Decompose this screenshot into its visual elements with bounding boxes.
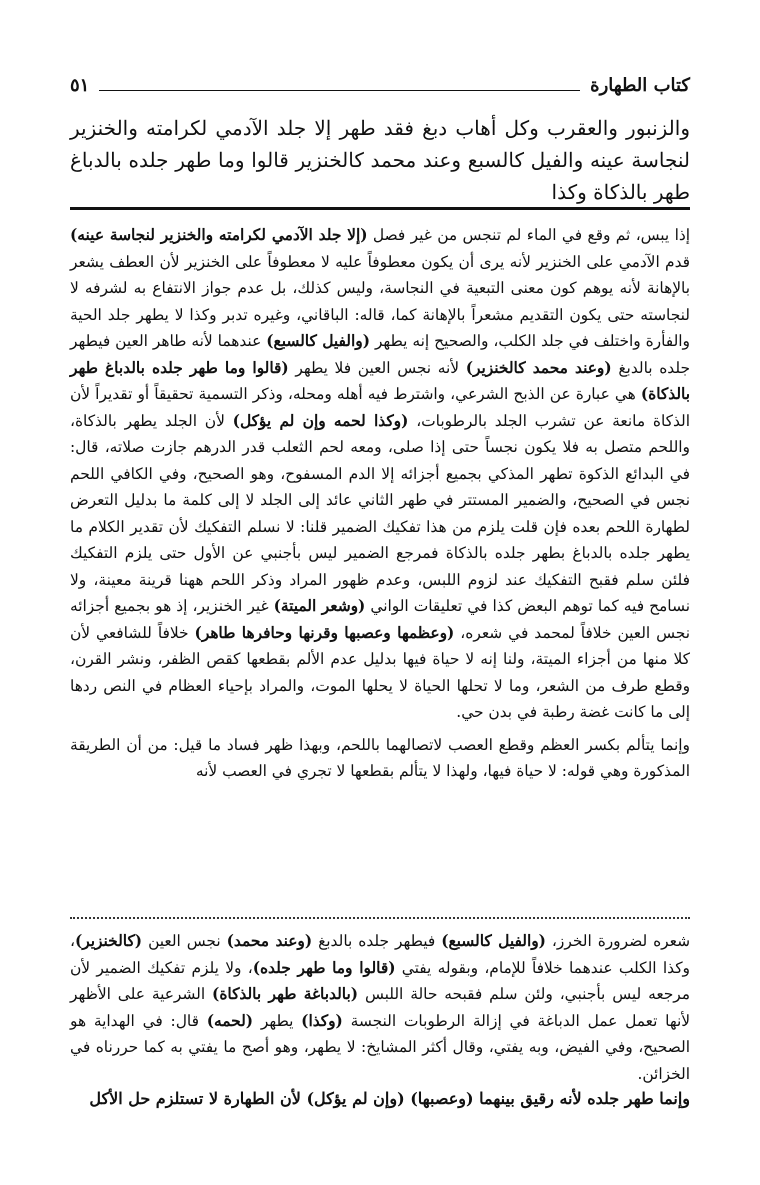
text-run: نجس العين bbox=[142, 932, 227, 950]
text-run: لأنه نجس العين فلا يطهر bbox=[288, 358, 466, 377]
matn-text bbox=[70, 112, 690, 208]
running-title: كتاب الطهارة bbox=[590, 74, 690, 96]
matn-quote: (وعند محمد كالخنزير) bbox=[465, 358, 612, 377]
text-run: يطهر bbox=[253, 1011, 302, 1030]
matn-quote: (وكذا) bbox=[301, 1011, 343, 1030]
text-run: عندهما لأنه طاهر العين فيطهر جلده بالدبغ bbox=[70, 332, 690, 377]
text-run: ، وكذا الكلب عندهما خلافاً للإمام، وبقوله يفتي bbox=[70, 932, 690, 977]
matn-quote: (إلا جلد الآدمي لكرامته والخنزير لنجاسة عينه) bbox=[70, 226, 368, 244]
matn-quote: (وعند محمد) bbox=[226, 932, 313, 950]
matn-quote: (وكذا لحمه وإن لم يؤكل) bbox=[232, 411, 409, 430]
text-run: هي عبارة عن الذبح الشرعي، واشترط فيه أهله ومحله، وذكر التسمية تحقيقاً أو تقديراً لأن الذكاة مانعة عن تشرب الجلد بالرطوبات، bbox=[70, 385, 691, 430]
closing-line bbox=[70, 1085, 690, 1113]
matn-quote: (والفيل كالسبع) bbox=[441, 932, 546, 950]
page-header bbox=[70, 70, 690, 100]
text-run: قدم الآدمي على الخنزير لأنه يرى أن يكون معطوفاً عليه لا معطوفاً على الخنزير لأن العطف يشعر بالإهانة لأنه يوهم كون معنى التبعية في النجاسة، وليس كذلك، بل عدم جواز الانتفاع به لشرفه لا لنجاسته حتى يكون التقديم مشعراً بالإهانة كما، قاله: الباقاني، وغيره تدبر وكذا لا يطهر جلد الحية والفأرة واختلف في جلد الكلب، والصحيح إنه يطهر bbox=[70, 252, 690, 350]
text-run: وإنما طهر جلده لأنه رقيق بينهما bbox=[473, 1089, 690, 1108]
text-run: غير الخنزير، إذ هو بجميع أجزائه نجس العين خلافاً لمحمد في شعره، bbox=[70, 597, 690, 642]
commentary-block bbox=[70, 222, 690, 785]
text-run: وإنما يتألم بكسر العظم وقطع العصب لاتصالهما باللحم، وبهذا ظهر فساد ما قيل: من أن الطريقة المذكورة وهي قوله: لا حياة فيها، ولهذا لا يتألم بقطعها لا تجري في العصب لأنه bbox=[70, 735, 690, 780]
text-run: قال: في الهداية هو الصحيح، وفي الفيض، وبه يفتي، وقال أكثر المشايخ: لا يطهر، وهو أصح ما يفتي به كما حررناه في الخزائن. bbox=[70, 1011, 690, 1083]
matn-quote: (بالدباغة طهر بالذكاة) bbox=[212, 985, 359, 1003]
matn-paragraph: والزنبور والعقرب وكل أهاب دبغ فقد طهر إلا جلد الآدمي لكرامته والخنزير لنجاسة عينه والفيل كالسبع وعند محمد كالخنزير قالوا وما طهر جلده بالدباغ طهر بالذكاة وكذا bbox=[70, 116, 690, 204]
commentary-paragraph bbox=[70, 222, 690, 726]
matn-quote: (والفيل كالسبع) bbox=[266, 332, 370, 350]
matn-quote: (كالخنزير) bbox=[74, 932, 143, 950]
text-run: فيطهر جلده بالدبغ bbox=[312, 932, 442, 950]
matn-quote: (وإن لم يؤكل) bbox=[306, 1089, 405, 1108]
matn-quote: (وعظمها وعصبها وقرنها وحافرها طاهر) bbox=[194, 623, 455, 642]
matn-quote: (قالوا وما طهر جلده) bbox=[252, 958, 396, 977]
header-rule bbox=[99, 90, 580, 91]
dotted-separator bbox=[70, 917, 690, 919]
commentary-paragraph bbox=[70, 732, 690, 785]
matn-quote: (لحمه) bbox=[206, 1011, 254, 1030]
page-number: ٥١ bbox=[70, 74, 90, 96]
gloss-block bbox=[70, 928, 690, 1087]
text-run: شعره لضرورة الخرز، bbox=[545, 932, 690, 950]
gloss-paragraph bbox=[70, 928, 690, 1087]
matn-quote: (وعصبها) bbox=[410, 1089, 474, 1108]
matn-quote: (وشعر الميتة) bbox=[273, 597, 366, 615]
matn-separator-rule bbox=[70, 207, 690, 210]
text-run: لأن الجلد يطهر بالذكاة، واللحم متصل به فلا يكون نجساً حتى إذا صلى، ومعه لحم الثعلب قدر الدرهم جازت صلاته، قال: في البدائع الذكوة تطهر المذكي بجميع أجزائه إلا الدم المسفوح، وهو الصحيح، وفي الكافي اللحم نجس في الصحيح، والضمير المستتر في طهر الثاني عائد إلى الجلد لا إلى كلمة ما بدليل التعرض لطهارة اللحم بعده فإن قلت يلزم من هذا تفكيك الضمير قلنا: لا نسلم التفكيك لأن تقدير الكلام ما يطهر جلده بالدباغ بطهر جلده بالذكاة فمرجع الضمير ليس بأجنبي عن الأول حتى يلزم التفكيك فلئن سلم فقبح التفكيك عند لزوم اللبس، وعدم ظهور المراد وذكر اللحم ههنا قرينة معينة، ولا نسامح فيه كما توهم البعض كذا في تعليقات الواني bbox=[70, 411, 690, 615]
text-run: الشرعية على الأظهر لأنها تعمل عمل الدباغة في إزالة الرطوبات النجسة bbox=[70, 985, 691, 1030]
text-run: لأن الطهارة لا تستلزم حل الأكل bbox=[89, 1089, 307, 1108]
text-run: ، ولا يلزم تفكيك الضمير لأن مرجعه ليس بأجنبي، ولئن سلم فقبحه حالة اللبس bbox=[70, 958, 691, 1003]
text-run: إذا يبس، ثم وقع في الماء لم تنجس من غير فصل bbox=[367, 226, 690, 244]
text-run: خلافاً للشافعي لأن كلا منها من أجزاء الميتة، ولنا إنه لا حياة فيها بدليل عدم الألم بقطعها كقص الظفر، ونشر القرن، وقطع طرف من الشعر، وما لا تحلها الحياة لا يحلها الموت، والمراد بإحياء العظام في النص ردها إلى ما كانت غضة رطبة في بدن حي. bbox=[70, 623, 690, 721]
matn-quote: (قالوا وما طهر جلده بالدباغ طهر بالذكاة) bbox=[70, 358, 690, 403]
